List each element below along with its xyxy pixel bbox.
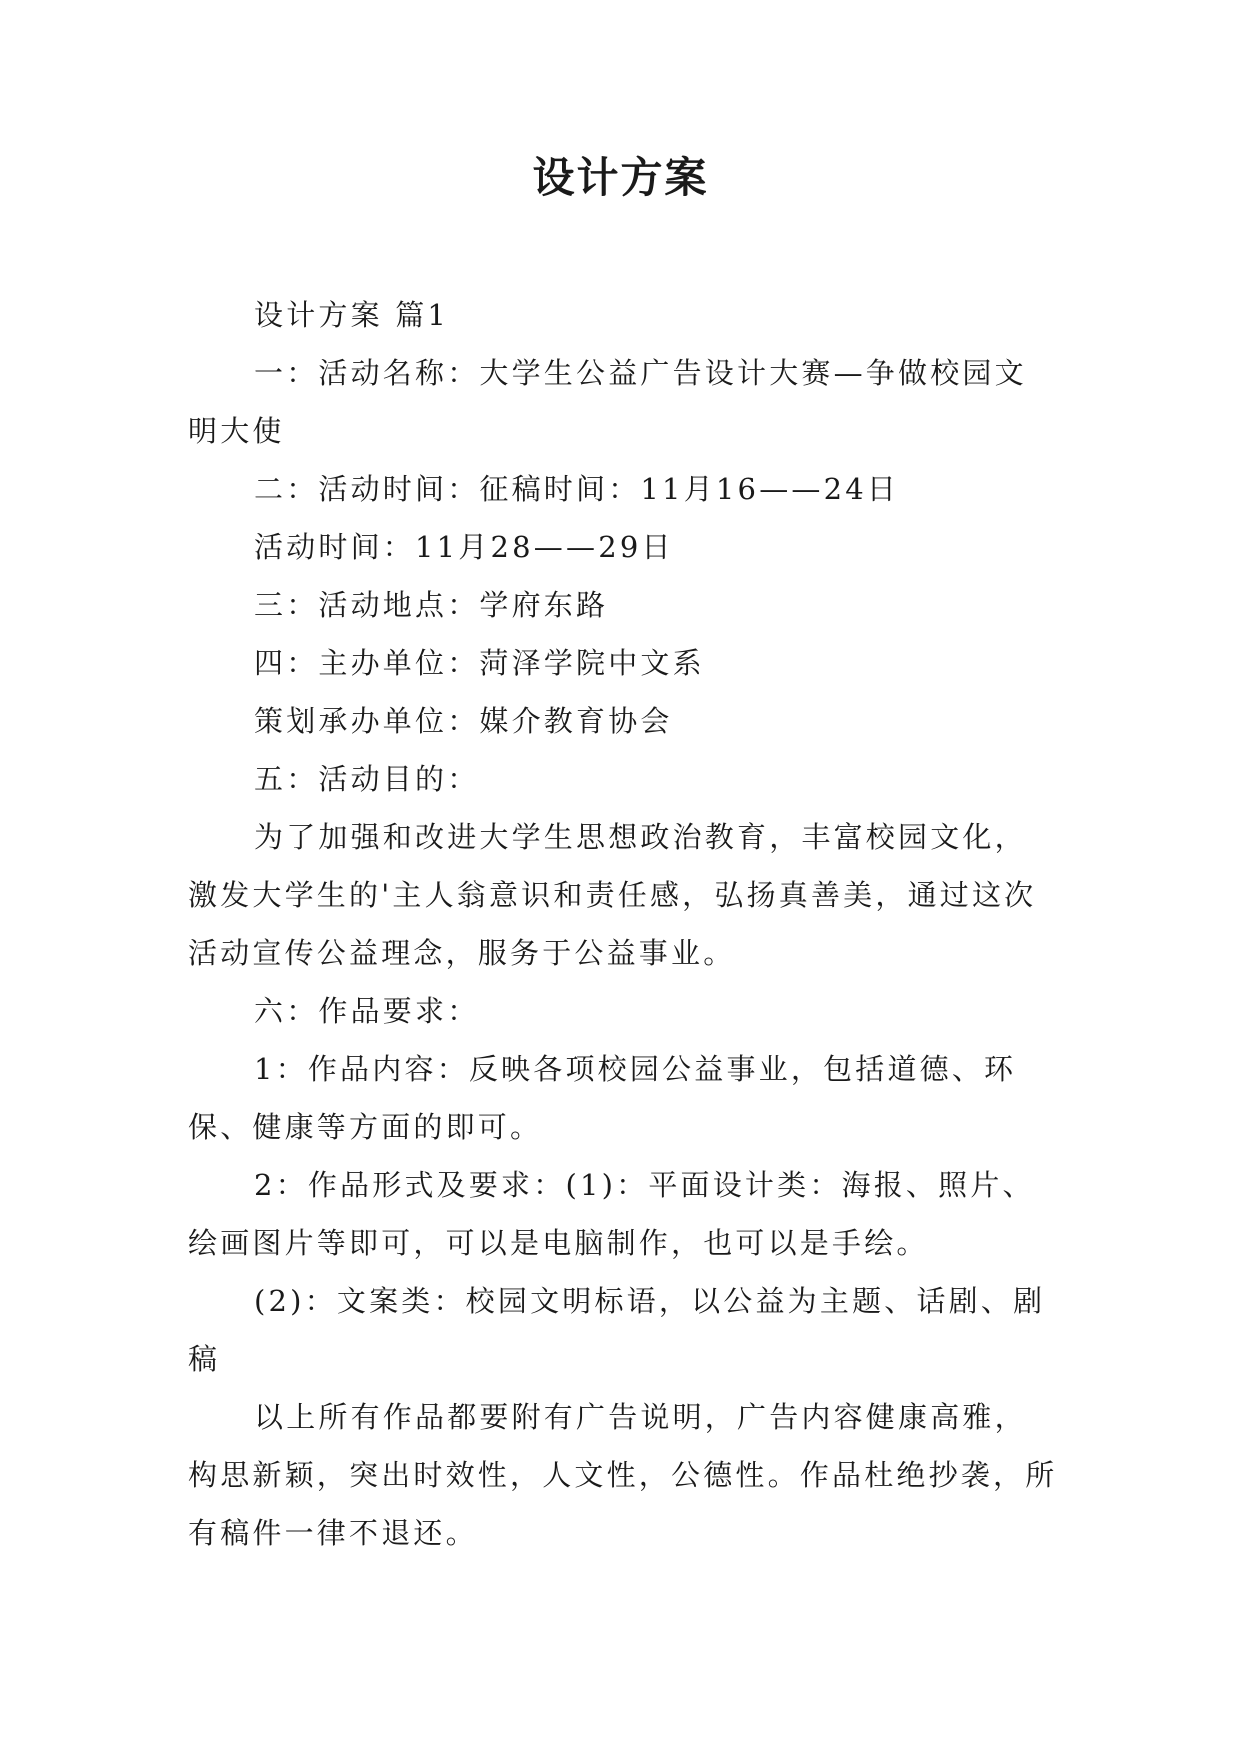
paragraph-section-heading: 设计方案 篇1	[254, 298, 450, 332]
paragraph-requirement-copywriting: (2)：文案类：校园文明标语，以公益为主题、话剧、剧稿	[188, 1284, 1046, 1376]
paragraph-requirement-content: 1：作品内容：反映各项校园公益事业，包括道德、环保、健康等方面的即可。	[188, 1052, 1017, 1144]
paragraph-requirement-format: 2：作品形式及要求：(1)：平面设计类：海报、照片、绘画图片等即可，可以是电脑制作，也可以是手绘。	[188, 1168, 1035, 1260]
paragraph-co-organizer: 策划承办单位：媒介教育协会	[254, 704, 673, 738]
document-body	[188, 286, 1058, 1562]
document-title: 设计方案	[532, 153, 709, 202]
paragraph-requirements-heading: 六：作品要求：	[254, 994, 480, 1028]
paragraph-activity-location: 三：活动地点：学府东路	[254, 588, 609, 622]
paragraph-event-time: 活动时间：11月28——29日	[254, 530, 674, 564]
paragraph-activity-time: 二：活动时间：征稿时间：11月16——24日	[254, 472, 900, 506]
paragraph-activity-name: 一：活动名称：大学生公益广告设计大赛—争做校园文明大使	[188, 356, 1027, 448]
paragraph-organizer: 四：主办单位：菏泽学院中文系	[254, 646, 705, 680]
paragraph-purpose-heading: 五：活动目的：	[254, 762, 480, 796]
paragraph-purpose: 为了加强和改进大学生思想政治教育，丰富校园文化，激发大学生的'主人翁意识和责任感，弘扬真善美，通过这次活动宣传公益理念，服务于公益事业。	[188, 820, 1037, 970]
paragraph-submission-notes: 以上所有作品都要附有广告说明，广告内容健康高雅，构思新颖，突出时效性，人文性，公德性。作品杜绝抄袭，所有稿件一律不退还。	[188, 1400, 1058, 1550]
